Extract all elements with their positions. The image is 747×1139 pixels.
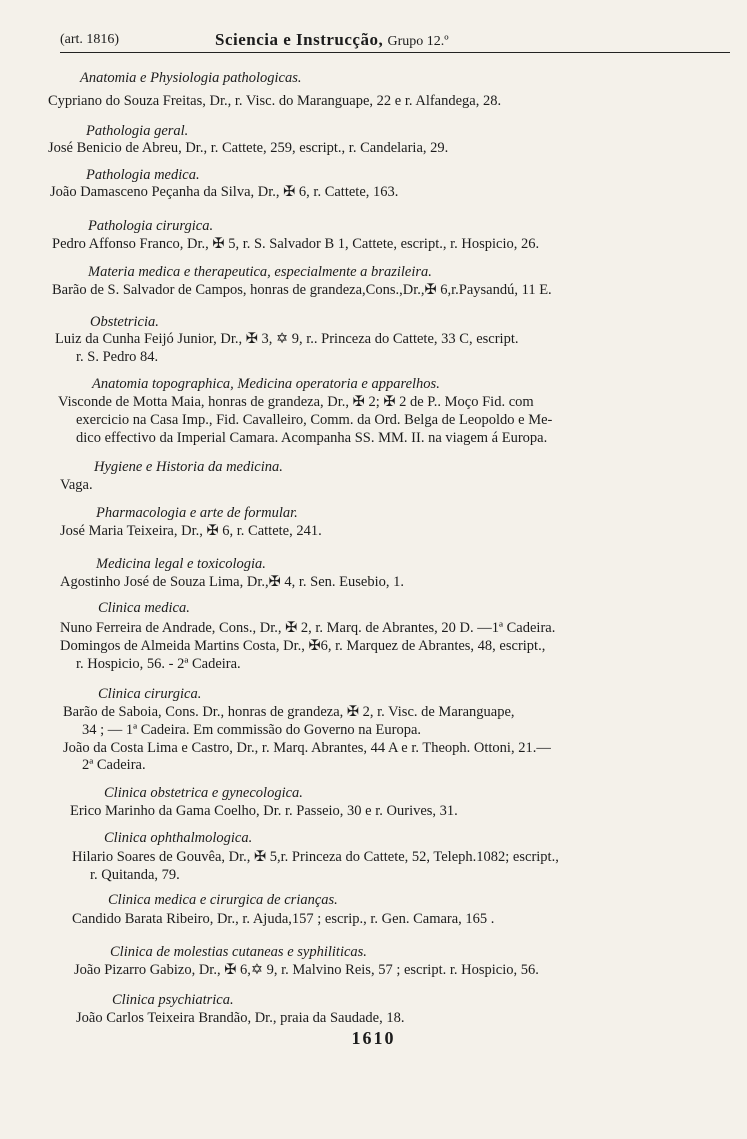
running-header [60, 30, 730, 53]
entry-line: Agostinho José de Souza Lima, Dr.,✠ 4, r. Sen. Eusebio, 1. [60, 574, 405, 590]
entry-line: exercicio na Casa Imp., Fid. Cavalleiro, Comm. da Ord. Belga de Leopoldo e Me- [76, 412, 553, 428]
entry-line: Visconde de Motta Maia, honras de grandeza, Dr., ✠ 2; ✠ 2 de P.. Moço Fid. com [58, 394, 534, 410]
entry-line: João Pizarro Gabizo, Dr., ✠ 6,✡ 9, r. Malvino Reis, 57 ; escript. r. Hospicio, 56. [74, 962, 539, 978]
section-title: Clinica psychiatrica. [112, 992, 234, 1008]
section-title: Anatomia topographica, Medicina operatoria e apparelhos. [92, 376, 440, 392]
entry-line: Candido Barata Ribeiro, Dr., r. Ajuda,157 ; escrip., r. Gen. Camara, 165 . [72, 911, 495, 927]
section-title: Clinica de molestias cutaneas e syphiliticas. [110, 944, 367, 960]
entry-line: r. Hospicio, 56. - 2ª Cadeira. [76, 656, 241, 672]
article-reference: (art. 1816) [60, 32, 120, 47]
entry-line: João da Costa Lima e Castro, Dr., r. Marq. Abrantes, 44 A e r. Theoph. Ottoni, 21.— [63, 740, 551, 756]
entry-line: Nuno Ferreira de Andrade, Cons., Dr., ✠ 2, r. Marq. de Abrantes, 20 D. —1ª Cadeira. [60, 620, 556, 636]
entry-line: João Carlos Teixeira Brandão, Dr., praia da Saudade, 18. [76, 1010, 405, 1026]
section-title: Pharmacologia e arte de formular. [96, 505, 298, 521]
entry-line: Hilario Soares de Gouvêa, Dr., ✠ 5,r. Princeza do Cattete, 52, Teleph.1082; escript., [72, 849, 559, 865]
entry-line: Barão de Saboia, Cons. Dr., honras de grandeza, ✠ 2, r. Visc. de Maranguape, [63, 704, 515, 720]
entry-line: 2ª Cadeira. [82, 757, 146, 773]
section-title: Clinica cirurgica. [98, 686, 202, 702]
entry-line: Domingos de Almeida Martins Costa, Dr., ✠6, r. Marquez de Abrantes, 48, escript., [60, 638, 546, 654]
header-group: Grupo 12.º [387, 34, 449, 49]
entry-line: dico effectivo da Imperial Camara. Acompanha SS. MM. II. na viagem á Europa. [76, 430, 548, 446]
entry-line: João Damasceno Peçanha da Silva, Dr., ✠ 6, r. Cattete, 163. [50, 184, 399, 200]
page-number: 1610 [351, 1028, 396, 1048]
entry-line: Erico Marinho da Gama Coelho, Dr. r. Passeio, 30 e r. Ourives, 31. [70, 803, 458, 819]
section-title: Hygiene e Historia da medicina. [94, 459, 283, 475]
section-title: Pathologia medica. [86, 167, 200, 183]
section-title: Materia medica e therapeutica, especialmente a brazileira. [88, 264, 432, 280]
entry-line: Vaga. [60, 477, 93, 493]
entry-line: Barão de S. Salvador de Campos, honras de grandeza,Cons.,Dr.,✠ 6,r.Paysandú, 11 E. [52, 282, 552, 298]
entry-line: Pedro Affonso Franco, Dr., ✠ 5, r. S. Salvador B 1, Cattete, escript., r. Hospicio, 26. [52, 236, 540, 252]
entry-line: José Benicio de Abreu, Dr., r. Cattete, 259, escript., r. Candelaria, 29. [48, 140, 449, 156]
header-title [215, 30, 449, 50]
section-title: Clinica medica. [98, 600, 190, 616]
entry-line: r. Quitanda, 79. [90, 867, 180, 883]
entry-line: José Maria Teixeira, Dr., ✠ 6, r. Cattete, 241. [60, 523, 322, 539]
section-title: Clinica medica e cirurgica de crianças. [108, 892, 338, 908]
section-title: Obstetricia. [90, 314, 159, 330]
section-title: Clinica ophthalmologica. [104, 830, 253, 846]
entry-line: Luiz da Cunha Feijó Junior, Dr., ✠ 3, ✡ 9, r.. Princeza do Cattete, 33 C, escript. [55, 331, 519, 347]
section-title: Pathologia geral. [86, 123, 189, 139]
section-title: Anatomia e Physiologia pathologicas. [80, 70, 302, 86]
section-title: Pathologia cirurgica. [88, 218, 214, 234]
entry-line: Cypriano do Souza Freitas, Dr., r. Visc. do Maranguape, 22 e r. Alfandega, 28. [48, 93, 502, 109]
section-title: Clinica obstetrica e gynecologica. [104, 785, 303, 801]
entry-line: r. S. Pedro 84. [76, 349, 159, 365]
entry-line: 34 ; — 1ª Cadeira. Em commissão do Governo na Europa. [82, 722, 422, 738]
section-title: Medicina legal e toxicologia. [96, 556, 266, 572]
header-title-text: Sciencia e Instrucção, [215, 30, 384, 49]
